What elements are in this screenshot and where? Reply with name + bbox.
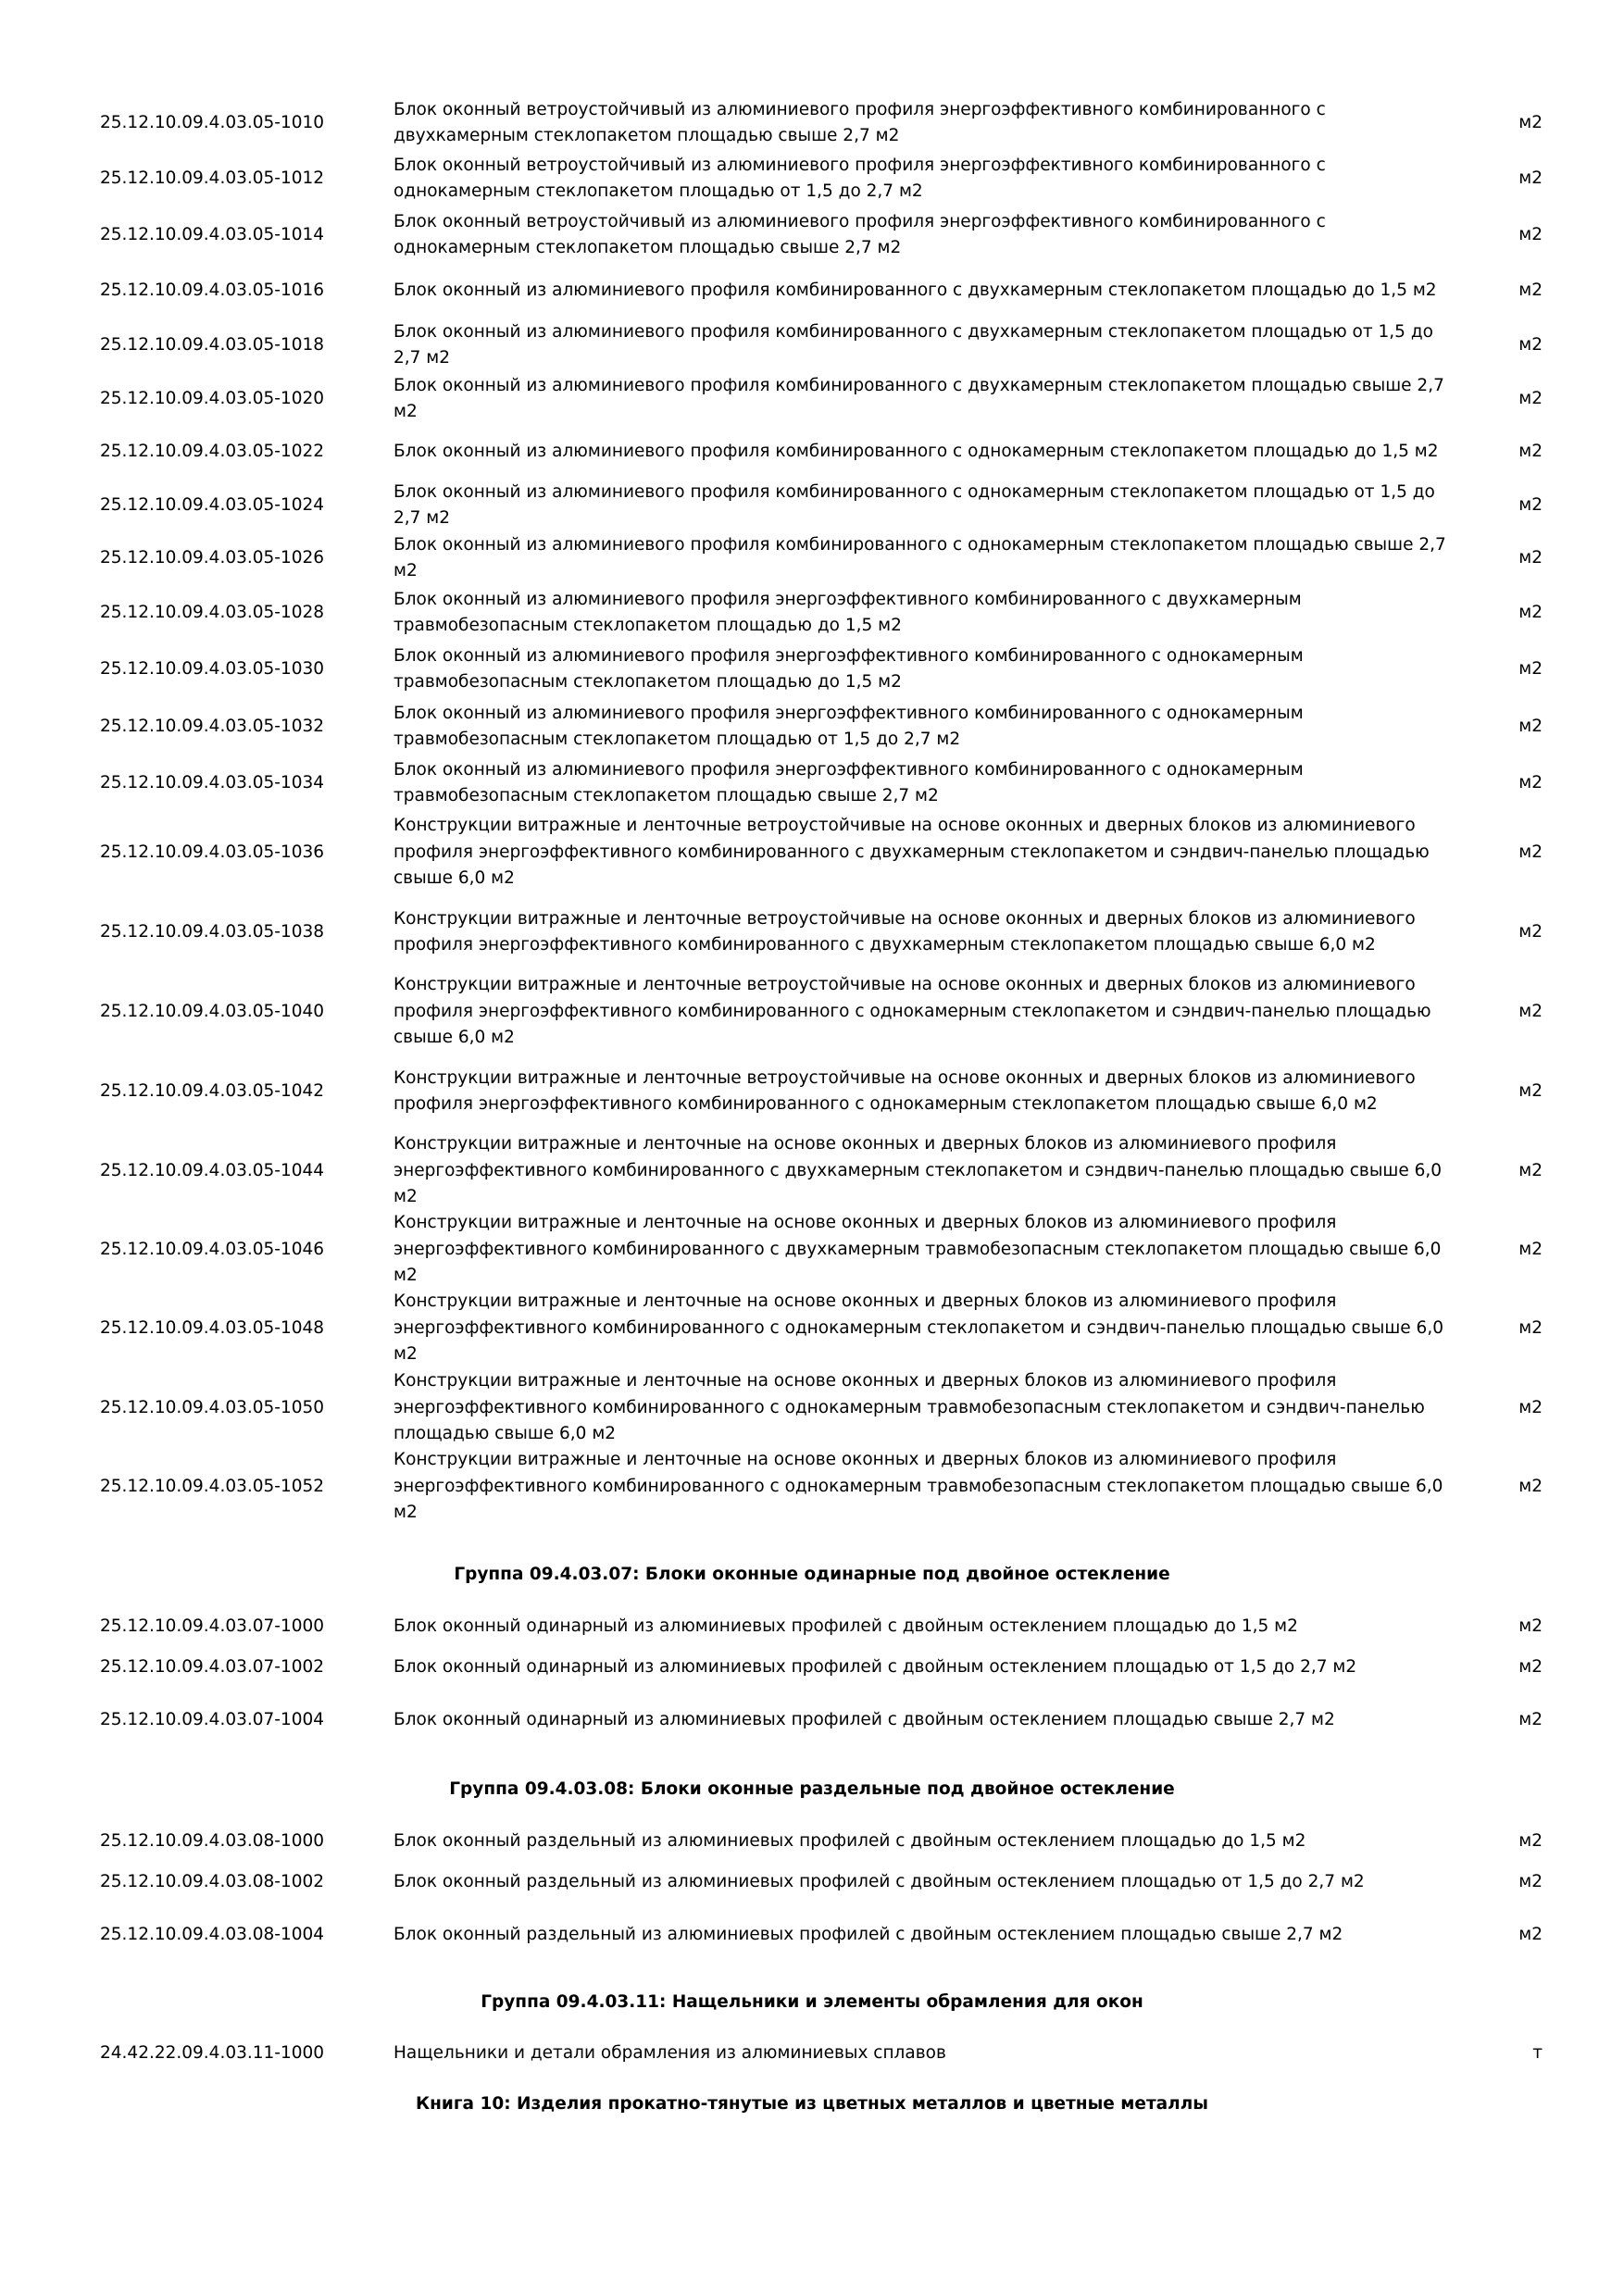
item-description: Блок оконный из алюминиевого профиля энергоэффективного комбинированного с однокамерным травмобезопасным стеклопакетом площадью от 1,5 до 2,7 м2 bbox=[394, 703, 1304, 749]
item-unit: м2 bbox=[1518, 1081, 1543, 1101]
item-unit: м2 bbox=[1518, 1710, 1543, 1729]
item-code: 25.12.10.09.4.03.05-1050 bbox=[100, 1398, 325, 1417]
item-unit: м2 bbox=[1518, 548, 1543, 568]
table-row bbox=[0, 531, 1543, 585]
item-description: Блок оконный из алюминиевого профиля комбинированного с однокамерным стеклопакетом площадью до 1,5 м2 bbox=[394, 441, 1439, 461]
table-row bbox=[0, 1289, 1543, 1368]
item-code: 25.12.10.09.4.03.05-1048 bbox=[100, 1318, 325, 1338]
item-description: Блок оконный из алюминиевого профиля комбинированного с двухкамерным стеклопакетом площадью свыше 2,7 м2 bbox=[394, 375, 1444, 421]
item-description: Блок оконный из алюминиевого профиля энергоэффективного комбинированного с двухкамерным травмобезопасным стеклопакетом площадью до 1,5 м2 bbox=[394, 589, 1302, 635]
item-description: Нащельники и детали обрамления из алюминиевых сплавов bbox=[394, 2042, 946, 2063]
item-unit: м2 bbox=[1518, 389, 1543, 408]
group-heading-0708: Группа 09.4.03.08: Блоки оконные раздельные под двойное остекление bbox=[449, 1779, 1175, 1799]
item-description: Блок оконный раздельный из алюминиевых профилей с двойным остеклением площадью до 1,5 м2 bbox=[394, 1830, 1306, 1851]
table-row bbox=[0, 264, 1543, 318]
table-row bbox=[0, 152, 1543, 206]
item-code: 25.12.10.09.4.03.05-1032 bbox=[100, 717, 325, 736]
item-description: Конструкции витражные и ленточные ветроустойчивые на основе оконных и дверных блоков из алюминиевого профиля энергоэффективного комбинированного с двухкамерным стеклопакетом и сэндвич-панелью площадью свыше 6,0 м2 bbox=[394, 816, 1430, 889]
item-code: 25.12.10.09.4.03.05-1018 bbox=[100, 335, 325, 355]
item-unit: м2 bbox=[1518, 1161, 1543, 1180]
item-description: Блок оконный одинарный из алюминиевых профилей с двойным остеклением площадью от 1,5 до 2,7 м2 bbox=[394, 1656, 1357, 1677]
table-row bbox=[0, 1855, 1543, 1909]
item-code: 25.12.10.09.4.03.05-1014 bbox=[100, 225, 325, 244]
table-row bbox=[0, 318, 1543, 372]
item-code: 25.12.10.09.4.03.05-1010 bbox=[100, 113, 325, 132]
item-code: 25.12.10.09.4.03.05-1044 bbox=[100, 1161, 325, 1180]
item-description: Блок оконный ветроустойчивый из алюминиевого профиля энергоэффективного комбинированного с однокамерным стеклопакетом площадью от 1,5 до 2,7 м2 bbox=[394, 155, 1326, 201]
item-unit: м2 bbox=[1518, 1831, 1543, 1851]
item-code: 25.12.10.09.4.03.05-1028 bbox=[100, 603, 325, 622]
item-unit: м2 bbox=[1518, 659, 1543, 679]
table-row bbox=[0, 1908, 1543, 1962]
group-heading-0711: Группа 09.4.03.11: Нащельники и элементы обрамления для окон bbox=[481, 1992, 1143, 2012]
item-description: Блок оконный из алюминиевого профиля комбинированного с однокамерным стеклопакетом площадью свыше 2,7 м2 bbox=[394, 534, 1446, 580]
item-code: 25.12.10.09.4.03.05-1034 bbox=[100, 773, 325, 792]
item-description: Конструкции витражные и ленточные ветроустойчивые на основе оконных и дверных блоков из алюминиевого профиля энергоэффективного комбинированного с однокамерным стеклопакетом и сэндвич-панелью площадью свыше 6,0 м2 bbox=[394, 975, 1431, 1048]
item-unit: т bbox=[1532, 2043, 1543, 2063]
table-row bbox=[0, 586, 1543, 640]
item-unit: м2 bbox=[1518, 1002, 1543, 1021]
table-row bbox=[0, 1693, 1543, 1747]
item-code: 24.42.22.09.4.03.11-1000 bbox=[100, 2043, 325, 2063]
item-code: 25.12.10.09.4.03.05-1038 bbox=[100, 922, 325, 942]
item-description: Блок оконный из алюминиевого профиля комбинированного с однокамерным стеклопакетом площадью от 1,5 до 2,7 м2 bbox=[394, 481, 1435, 528]
item-unit: м2 bbox=[1518, 1616, 1543, 1636]
table-row bbox=[0, 1823, 1543, 1860]
table-row bbox=[0, 1608, 1543, 1645]
table-row bbox=[0, 756, 1543, 810]
item-description: Блок оконный ветроустойчивый из алюминиевого профиля энергоэффективного комбинированного с однокамерным стеклопакетом площадью свыше 2,7 м2 bbox=[394, 211, 1326, 257]
item-unit: м2 bbox=[1518, 717, 1543, 736]
item-code: 25.12.10.09.4.03.05-1036 bbox=[100, 842, 325, 862]
item-code: 25.12.10.09.4.03.05-1030 bbox=[100, 659, 325, 679]
item-code: 25.12.10.09.4.03.07-1000 bbox=[100, 1616, 325, 1636]
table-row bbox=[0, 425, 1543, 479]
item-description: Конструкции витражные и ленточные на основе оконных и дверных блоков из алюминиевого профиля энергоэффективного комбинированного с однокамерным стеклопакетом и сэндвич-панелью площадью свыше 6,0 м2 bbox=[394, 1292, 1443, 1365]
item-unit: м2 bbox=[1518, 1477, 1543, 1496]
item-code: 25.12.10.09.4.03.05-1016 bbox=[100, 281, 325, 300]
table-row bbox=[0, 643, 1543, 696]
item-unit: м2 bbox=[1518, 1398, 1543, 1417]
item-description: Блок оконный из алюминиевого профиля комбинированного с двухкамерным стеклопакетом площадью до 1,5 м2 bbox=[394, 280, 1437, 300]
item-code: 25.12.10.09.4.03.05-1042 bbox=[100, 1081, 325, 1101]
item-code: 25.12.10.09.4.03.07-1004 bbox=[100, 1710, 325, 1729]
item-description: Блок оконный раздельный из алюминиевых профилей с двойным остеклением площадью от 1,5 до 2,7 м2 bbox=[394, 1871, 1365, 1891]
table-row bbox=[0, 1210, 1543, 1290]
item-unit: м2 bbox=[1518, 1318, 1543, 1338]
item-code: 25.12.10.09.4.03.08-1004 bbox=[100, 1925, 325, 1944]
table-row bbox=[0, 700, 1543, 754]
group-heading-0703: Группа 09.4.03.07: Блоки оконные одинарные под двойное остекление bbox=[454, 1565, 1170, 1584]
item-unit: м2 bbox=[1518, 168, 1543, 188]
item-description: Конструкции витражные и ленточные на основе оконных и дверных блоков из алюминиевого профиля энергоэффективного комбинированного с однокамерным травмобезопасным стеклопакетом площадью свыше 6,0 м2 bbox=[394, 1450, 1443, 1523]
item-description: Блок оконный одинарный из алюминиевых профилей с двойным остеклением площадью свыше 2,7 м2 bbox=[394, 1709, 1335, 1729]
item-description: Блок оконный одинарный из алюминиевых профилей с двойным остеклением площадью до 1,5 м2 bbox=[394, 1616, 1298, 1636]
item-code: 25.12.10.09.4.03.05-1024 bbox=[100, 495, 325, 515]
table-row bbox=[0, 1368, 1543, 1448]
table-row bbox=[0, 1131, 1543, 1211]
table-row bbox=[0, 1447, 1543, 1527]
item-unit: м2 bbox=[1518, 922, 1543, 942]
table-row bbox=[0, 479, 1543, 532]
table-row bbox=[0, 813, 1543, 892]
item-code: 25.12.10.09.4.03.05-1022 bbox=[100, 442, 325, 461]
table-row bbox=[0, 1052, 1543, 1131]
item-unit: м2 bbox=[1518, 1872, 1543, 1891]
table-row bbox=[0, 892, 1543, 972]
table-row bbox=[0, 96, 1543, 150]
item-unit: м2 bbox=[1518, 225, 1543, 244]
item-code: 25.12.10.09.4.03.05-1052 bbox=[100, 1477, 325, 1496]
item-unit: м2 bbox=[1518, 1925, 1543, 1944]
item-unit: м2 bbox=[1518, 335, 1543, 355]
item-unit: м2 bbox=[1518, 113, 1543, 132]
table-row bbox=[0, 2035, 1543, 2072]
item-description: Блок оконный из алюминиевого профиля энергоэффективного комбинированного с однокамерным травмобезопасным стеклопакетом площадью до 1,5 м2 bbox=[394, 645, 1304, 692]
item-code: 25.12.10.09.4.03.07-1002 bbox=[100, 1657, 325, 1677]
table-row bbox=[0, 1641, 1543, 1694]
item-unit: м2 bbox=[1518, 1657, 1543, 1677]
item-code: 25.12.10.09.4.03.05-1040 bbox=[100, 1002, 325, 1021]
item-unit: м2 bbox=[1518, 281, 1543, 300]
item-code: 25.12.10.09.4.03.05-1026 bbox=[100, 548, 325, 568]
table-row bbox=[0, 208, 1543, 262]
item-description: Блок оконный ветроустойчивый из алюминиевого профиля энергоэффективного комбинированного с двухкамерным стеклопакетом площадью свыше 2,7 м2 bbox=[394, 99, 1326, 145]
item-description: Конструкции витражные и ленточные ветроустойчивые на основе оконных и дверных блоков из алюминиевого профиля энергоэффективного комбинированного с двухкамерным стеклопакетом площадью свыше 6,0 м2 bbox=[394, 908, 1416, 955]
item-code: 25.12.10.09.4.03.05-1012 bbox=[100, 168, 325, 188]
table-row bbox=[0, 972, 1543, 1052]
item-unit: м2 bbox=[1518, 495, 1543, 515]
item-unit: м2 bbox=[1518, 442, 1543, 461]
item-description: Конструкции витражные и ленточные на основе оконных и дверных блоков из алюминиевого профиля энергоэффективного комбинированного с однокамерным травмобезопасным стеклопакетом и сэндвич-панелью площадью свыше 6,0 м2 bbox=[394, 1371, 1425, 1444]
item-unit: м2 bbox=[1518, 842, 1543, 862]
item-description: Конструкции витражные и ленточные на основе оконных и дверных блоков из алюминиевого профиля энергоэффективного комбинированного с двухкамерным травмобезопасным стеклопакетом площадью свыше 6,0 м2 bbox=[394, 1213, 1442, 1286]
table-row bbox=[0, 372, 1543, 426]
book-heading: Книга 10: Изделия прокатно-тянутые из цветных металлов и цветные металлы bbox=[416, 2094, 1208, 2114]
item-unit: м2 bbox=[1518, 1240, 1543, 1259]
item-description: Конструкции витражные и ленточные на основе оконных и дверных блоков из алюминиевого профиля энергоэффективного комбинированного с двухкамерным стеклопакетом и сэндвич-панелью площадью свыше 6,0 м2 bbox=[394, 1134, 1443, 1207]
item-description: Блок оконный раздельный из алюминиевых профилей с двойным остеклением площадью свыше 2,7 м2 bbox=[394, 1924, 1343, 1944]
item-unit: м2 bbox=[1518, 773, 1543, 792]
item-code: 25.12.10.09.4.03.05-1046 bbox=[100, 1240, 325, 1259]
item-description: Блок оконный из алюминиевого профиля комбинированного с двухкамерным стеклопакетом площадью от 1,5 до 2,7 м2 bbox=[394, 321, 1433, 368]
item-code: 25.12.10.09.4.03.05-1020 bbox=[100, 389, 325, 408]
item-description: Блок оконный из алюминиевого профиля энергоэффективного комбинированного с однокамерным травмобезопасным стеклопакетом площадью свыше 2,7 м2 bbox=[394, 759, 1304, 805]
item-description: Конструкции витражные и ленточные ветроустойчивые на основе оконных и дверных блоков из алюминиевого профиля энергоэффективного комбинированного с однокамерным стеклопакетом площадью свыше 6,0 м2 bbox=[394, 1067, 1416, 1114]
item-code: 25.12.10.09.4.03.08-1000 bbox=[100, 1831, 325, 1851]
item-unit: м2 bbox=[1518, 603, 1543, 622]
item-code: 25.12.10.09.4.03.08-1002 bbox=[100, 1872, 325, 1891]
